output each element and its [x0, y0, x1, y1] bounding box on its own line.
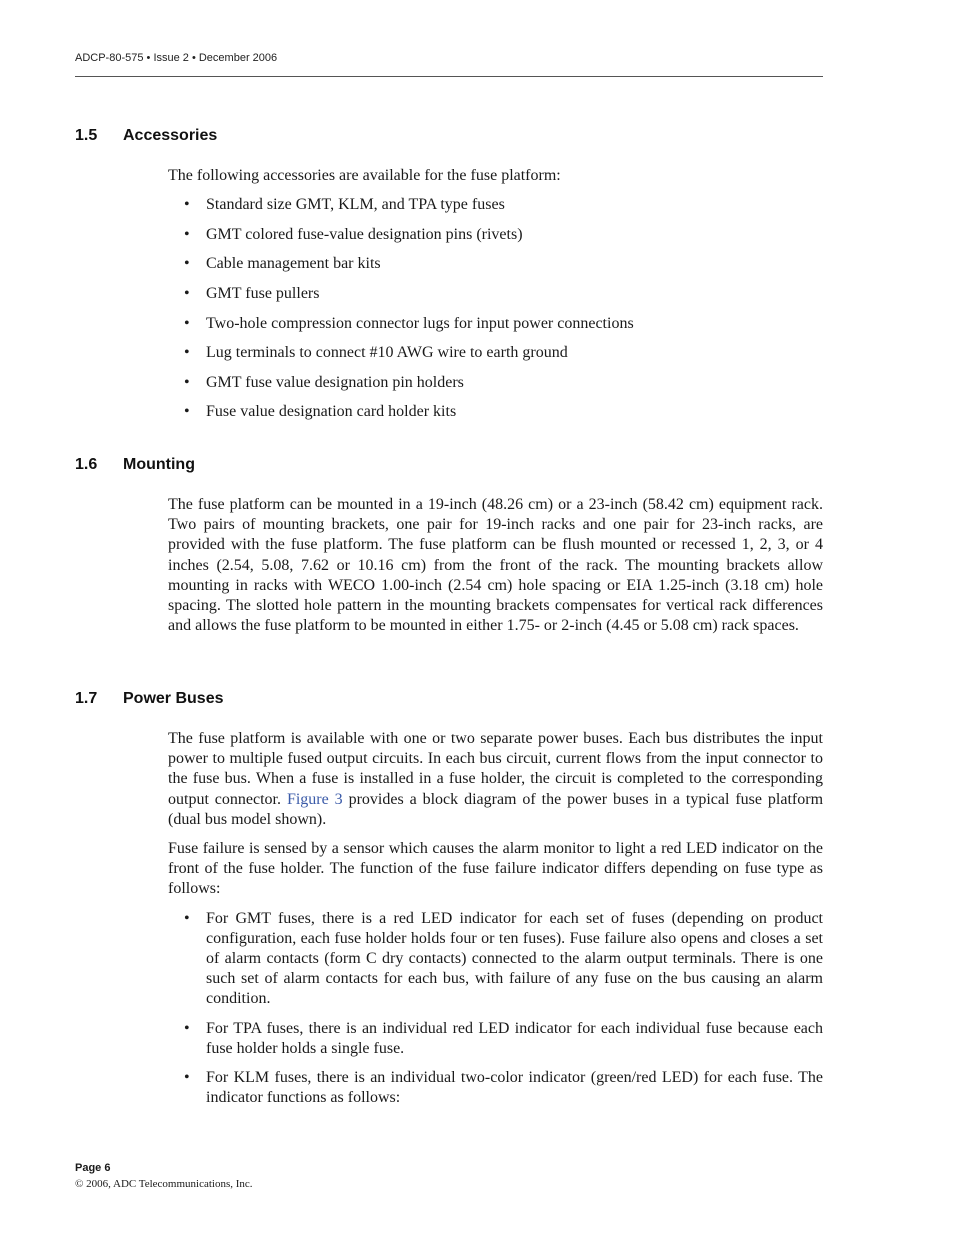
list-item: • Two-hole compression connector lugs for input power connections: [168, 314, 823, 344]
figure-3-link[interactable]: Figure 3: [286, 790, 343, 808]
heading-mounting: [75, 456, 195, 474]
power-buses-paragraph-2: Fuse failure is sensed by a sensor which causes the alarm monitor to light a red LED indicator on the front of the fuse holder. The function of the fuse failure indicator differs depending on fuse type as follows:: [168, 840, 823, 898]
list-item: • GMT colored fuse-value designation pins (rivets): [168, 225, 823, 255]
list-item: • Lug terminals to connect #10 AWG wire to earth ground: [168, 343, 823, 373]
section-number: 1.5: [75, 127, 98, 144]
accessories-list: [168, 195, 823, 432]
heading-accessories: [75, 127, 217, 145]
section-title: Mounting: [123, 456, 195, 473]
list-item: • Cable management bar kits: [168, 254, 823, 284]
power-buses-paragraph-1: [168, 729, 823, 830]
paragraph-text: The fuse platform is available with one or two separate power buses. Each bus distributes the input power to multiple fused output circuits. In each bus circuit, current flows from the input connector to the fuse bus. When a fuse is installed in a fuse holder, the circuit is completed to the corresponding output connector.: [168, 730, 823, 808]
mounting-paragraph: The fuse platform can be mounted in a 19-inch (48.26 cm) or a 23-inch (58.42 cm) equipment rack. Two pairs of mounting brackets, one pair for 19-inch racks and one pair for 23-inch racks, are provided with the fuse platform. The fuse platform can be flush mounted or recessed 1, 2, 3, or 4 inches (2.54, 5.08, 7.62 or 10.16 cm) from the front of the rack. The mounting brackets allow mounting in racks with WECO 1.00-inch (2.54 cm) hole spacing or EIA 1.25-inch (3.18 cm) hole spacing. The slotted hole pattern in the mounting brackets compensates for vertical rack differences and allows the fuse platform to be mounted in either 1.75- or 2-inch (4.45 or 5.08 cm) rack spaces.: [168, 496, 823, 635]
list-item: • For GMT fuses, there is a red LED indicator for each set of fuses (depending on product configuration, each fuse holder holds four or ten fuses). Fuse failure also opens and closes a set of alarm contacts (form C dry contacts) connected to the alarm output terminals. There is one such set of alarm contacts for each bus, with failure of any fuse on the bus causing an alarm condition.: [168, 909, 823, 1010]
accessories-intro: The following accessories are available for the fuse platform:: [168, 167, 561, 184]
paragraph-text: provides a block diagram of the power buses in a typical fuse platform (dual bus model shown).: [168, 790, 824, 828]
power-buses-content: [168, 729, 823, 1108]
copyright: © 2006, ADC Telecommunications, Inc.: [75, 1178, 253, 1190]
list-item: • GMT fuse value designation pin holders: [168, 373, 823, 403]
list-item: • For TPA fuses, there is an individual red LED indicator for each individual fuse because each fuse holder holds a single fuse.: [168, 1019, 823, 1059]
header-divider: [75, 76, 823, 77]
mounting-content: [168, 495, 823, 636]
section-title: Power Buses: [123, 690, 224, 707]
list-item: • For KLM fuses, there is an individual two-color indicator (green/red LED) for each fuse. The indicator functions as follows:: [168, 1068, 823, 1108]
heading-power-buses: [75, 690, 223, 708]
list-item: • GMT fuse pullers: [168, 284, 823, 314]
section-number: 1.6: [75, 456, 98, 473]
document-header: ADCP-80-575 • Issue 2 • December 2006: [75, 52, 278, 64]
list-item: • Standard size GMT, KLM, and TPA type fuses: [168, 195, 823, 225]
list-item: • Fuse value designation card holder kits: [168, 402, 823, 432]
page-number: Page 6: [75, 1162, 111, 1174]
section-number: 1.7: [75, 690, 98, 707]
section-title: Accessories: [123, 127, 218, 144]
accessories-content: [168, 166, 823, 432]
fuse-type-list: [168, 909, 823, 1109]
